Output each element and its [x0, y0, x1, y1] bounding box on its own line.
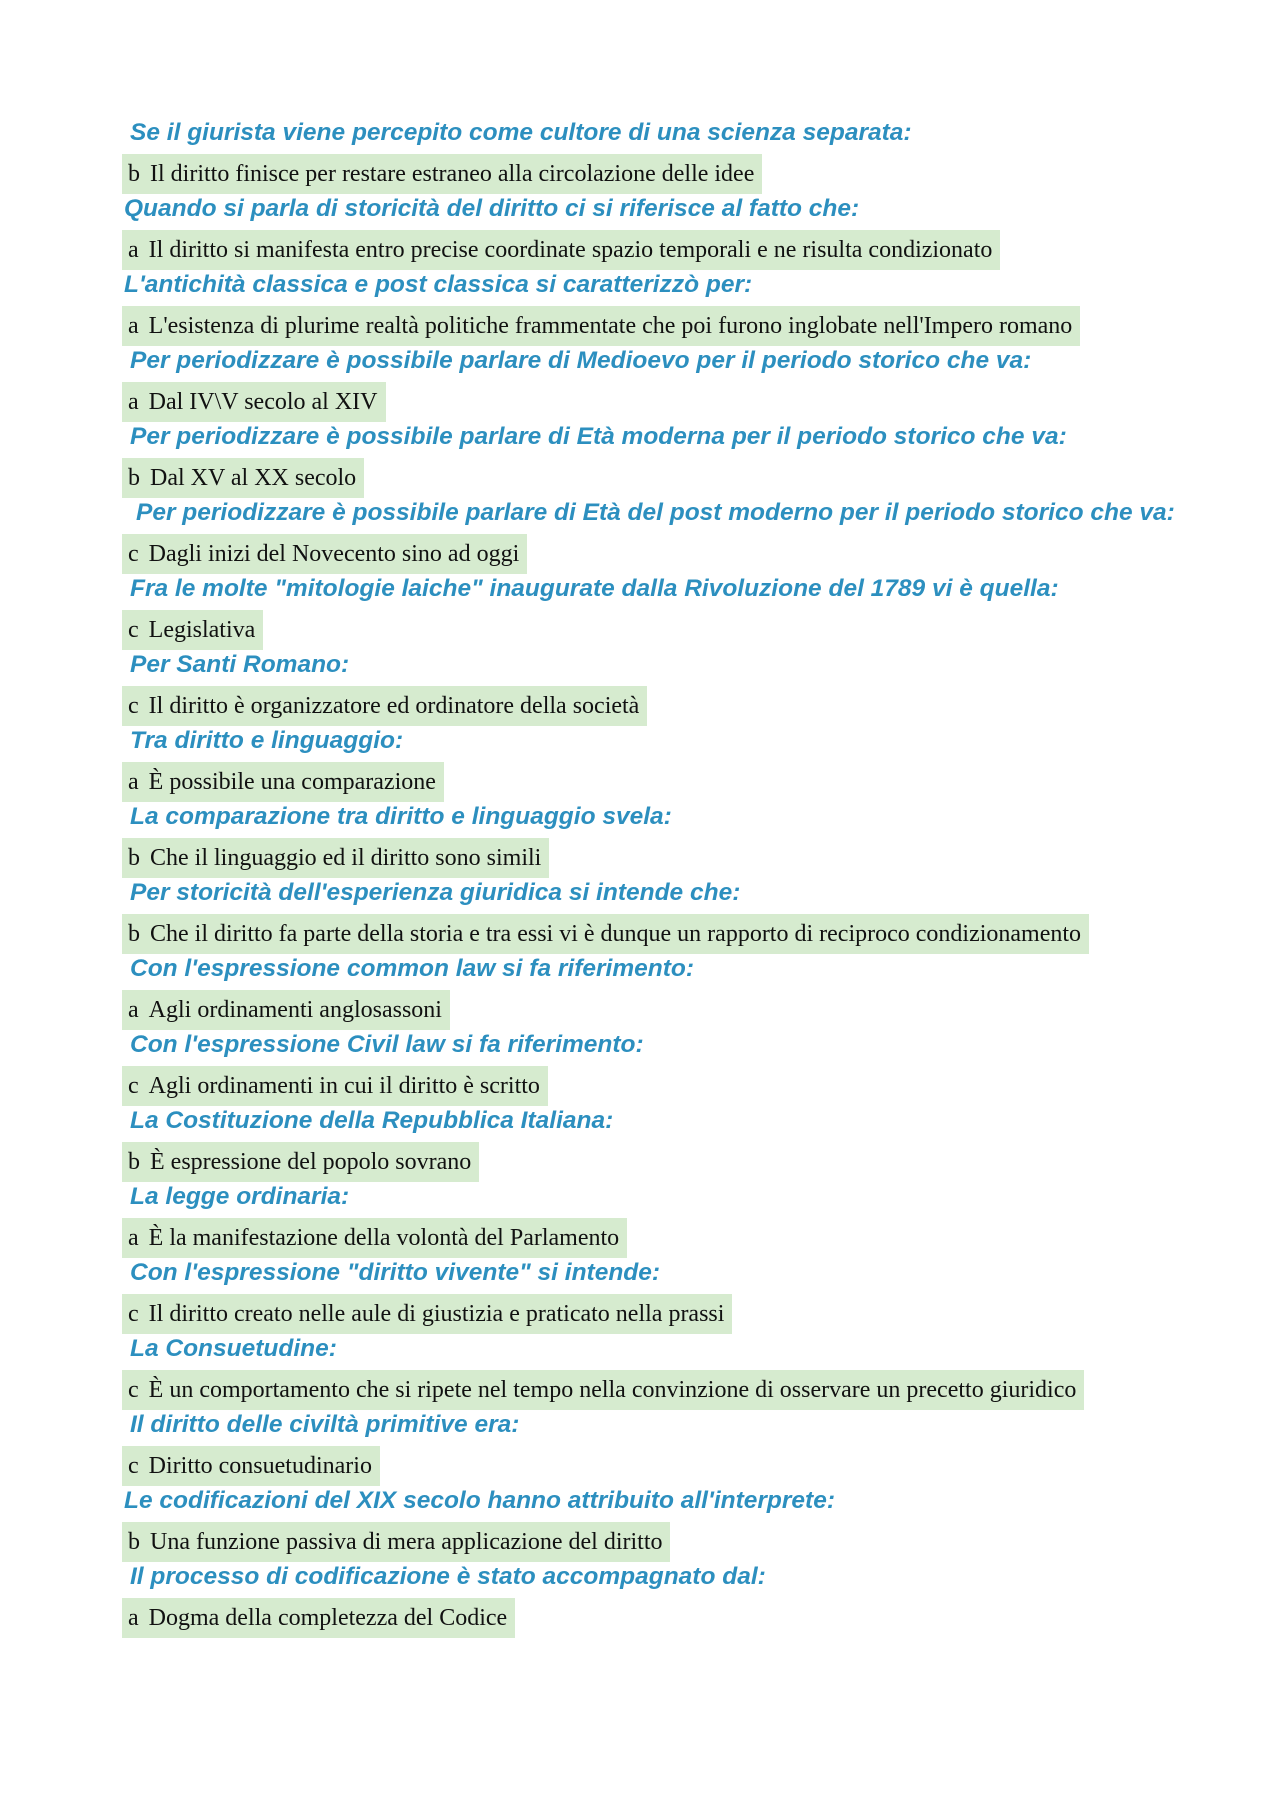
answer-row [122, 1522, 1182, 1562]
question-text: Per periodizzare è possibile parlare di Medioevo per il periodo storico che va: [130, 347, 1032, 374]
answer-row [122, 762, 1182, 802]
answer-row [122, 914, 1182, 954]
answer-text: Agli ordinamenti anglosassoni [148, 997, 442, 1023]
qa-item [122, 1562, 1182, 1638]
answer-text: Il diritto finisce per restare estraneo alla circolazione delle idee [150, 161, 755, 187]
highlighted-answer [122, 914, 1089, 954]
answer-letter: a [128, 1605, 139, 1631]
qa-item [122, 422, 1182, 498]
answer-letter: b [128, 1529, 140, 1555]
qa-item [122, 650, 1182, 726]
answer-text: Il diritto creato nelle aule di giustizia e praticato nella prassi [148, 1301, 725, 1327]
answer-row [122, 610, 1182, 650]
answer-letter: c [128, 617, 139, 643]
qa-item [122, 1106, 1182, 1182]
answer-text: Il diritto si manifesta entro precise coordinate spazio temporali e ne risulta condizionato [148, 237, 993, 263]
qa-item [122, 194, 1182, 270]
answer-letter: b [128, 161, 140, 187]
answer-letter: a [128, 237, 139, 263]
highlighted-answer [122, 1370, 1084, 1410]
question-text: Con l'espressione "diritto vivente" si intende: [130, 1259, 661, 1286]
qa-item [122, 1182, 1182, 1258]
answer-text: Una funzione passiva di mera applicazione del diritto [150, 1529, 663, 1555]
qa-item [122, 1486, 1182, 1562]
answer-text: Dal XV al XX secolo [150, 465, 357, 491]
answer-letter: b [128, 921, 140, 947]
answer-text: Che il diritto fa parte della storia e tra essi vi è dunque un rapporto di reciproco condizionamento [150, 921, 1082, 947]
question-text: Con l'espressione common law si fa riferimento: [130, 955, 695, 982]
document-page [122, 118, 1182, 1638]
question-text: La legge ordinaria: [130, 1183, 350, 1210]
answer-letter: c [128, 541, 139, 567]
highlighted-answer [122, 686, 647, 726]
answer-text: Diritto consuetudinario [148, 1453, 372, 1479]
answer-row [122, 1446, 1182, 1486]
qa-item [122, 270, 1182, 346]
answer-row [122, 1142, 1182, 1182]
highlighted-answer [122, 154, 762, 194]
qa-item [122, 1030, 1182, 1106]
qa-item [122, 346, 1182, 422]
highlighted-answer [122, 1294, 732, 1334]
highlighted-answer [122, 458, 364, 498]
highlighted-answer [122, 534, 527, 574]
answer-letter: c [128, 1301, 139, 1327]
question-text: Il processo di codificazione è stato accompagnato dal: [130, 1563, 766, 1590]
answer-letter: b [128, 1149, 140, 1175]
answer-row [122, 686, 1182, 726]
answer-letter: c [128, 693, 139, 719]
highlighted-answer [122, 1522, 670, 1562]
question-text: Con l'espressione Civil law si fa riferimento: [130, 1031, 644, 1058]
answer-text: È possibile una comparazione [148, 769, 436, 795]
qa-item [122, 118, 1182, 194]
answer-letter: c [128, 1453, 139, 1479]
answer-row [122, 534, 1182, 574]
answer-letter: c [128, 1377, 139, 1403]
question-text: Se il giurista viene percepito come cultore di una scienza separata: [130, 119, 912, 146]
answer-text: È espressione del popolo sovrano [150, 1149, 472, 1175]
qa-item [122, 726, 1182, 802]
highlighted-answer [122, 610, 263, 650]
answer-text: Dagli inizi del Novecento sino ad oggi [148, 541, 520, 567]
qa-item [122, 1334, 1182, 1410]
answer-text: È la manifestazione della volontà del Parlamento [148, 1225, 620, 1251]
answer-row [122, 458, 1182, 498]
answer-row [122, 838, 1182, 878]
question-text: L'antichità classica e post classica si caratterizzò per: [124, 271, 753, 298]
answer-row [122, 1294, 1182, 1334]
answer-row [122, 1066, 1182, 1106]
answer-row [122, 1218, 1182, 1258]
answer-text: Dogma della completezza del Codice [148, 1605, 508, 1631]
answer-row [122, 1370, 1182, 1410]
answer-text: L'esistenza di plurime realtà politiche frammentate che poi furono inglobate nell'Impero romano [148, 313, 1073, 339]
question-text: Fra le molte "mitologie laiche" inaugurate dalla Rivoluzione del 1789 vi è quella: [130, 575, 1059, 602]
answer-letter: a [128, 769, 139, 795]
highlighted-answer [122, 990, 450, 1030]
highlighted-answer [122, 1218, 627, 1258]
highlighted-answer [122, 1066, 548, 1106]
answer-text: Il diritto è organizzatore ed ordinatore della società [148, 693, 640, 719]
question-text: La comparazione tra diritto e linguaggio svela: [130, 803, 672, 830]
answer-letter: a [128, 997, 139, 1023]
question-text: Le codificazioni del XIX secolo hanno attribuito all'interprete: [124, 1487, 835, 1514]
answer-row [122, 382, 1182, 422]
qa-item [122, 1410, 1182, 1486]
question-text: Per periodizzare è possibile parlare di Età del post moderno per il periodo storico che va: [136, 499, 1175, 526]
question-text: La Costituzione della Repubblica Italiana: [130, 1107, 614, 1134]
answer-text: Agli ordinamenti in cui il diritto è scritto [148, 1073, 540, 1099]
question-text: Per storicità dell'esperienza giuridica si intende che: [130, 879, 741, 906]
highlighted-answer [122, 1446, 380, 1486]
answer-row [122, 990, 1182, 1030]
highlighted-answer [122, 1142, 479, 1182]
answer-text: Che il linguaggio ed il diritto sono simili [150, 845, 542, 871]
question-text: Per Santi Romano: [130, 651, 350, 678]
answer-row [122, 230, 1182, 270]
answer-letter: c [128, 1073, 139, 1099]
answer-letter: b [128, 465, 140, 491]
answer-row [122, 306, 1182, 346]
highlighted-answer [122, 230, 1000, 270]
answer-row [122, 154, 1182, 194]
qa-item [122, 498, 1182, 574]
highlighted-answer [122, 838, 549, 878]
qa-item [122, 574, 1182, 650]
highlighted-answer [122, 762, 444, 802]
answer-text: Legislativa [148, 617, 256, 643]
answer-letter: a [128, 313, 139, 339]
question-text: Tra diritto e linguaggio: [130, 727, 404, 754]
answer-text: È un comportamento che si ripete nel tempo nella convinzione di osservare un precetto giuridico [148, 1377, 1077, 1403]
highlighted-answer [122, 382, 386, 422]
answer-row [122, 1598, 1182, 1638]
answer-text: Dal IV\V secolo al XIV [148, 389, 378, 415]
highlighted-answer [122, 1598, 515, 1638]
qa-item [122, 954, 1182, 1030]
highlighted-answer [122, 306, 1080, 346]
question-text: Quando si parla di storicità del diritto ci si riferisce al fatto che: [124, 195, 860, 222]
answer-letter: b [128, 845, 140, 871]
qa-item [122, 802, 1182, 878]
qa-item [122, 878, 1182, 954]
answer-letter: a [128, 1225, 139, 1251]
question-text: La Consuetudine: [130, 1335, 337, 1362]
qa-item [122, 1258, 1182, 1334]
question-text: Il diritto delle civiltà primitive era: [130, 1411, 520, 1438]
question-text: Per periodizzare è possibile parlare di Età moderna per il periodo storico che va: [130, 423, 1067, 450]
answer-letter: a [128, 389, 139, 415]
